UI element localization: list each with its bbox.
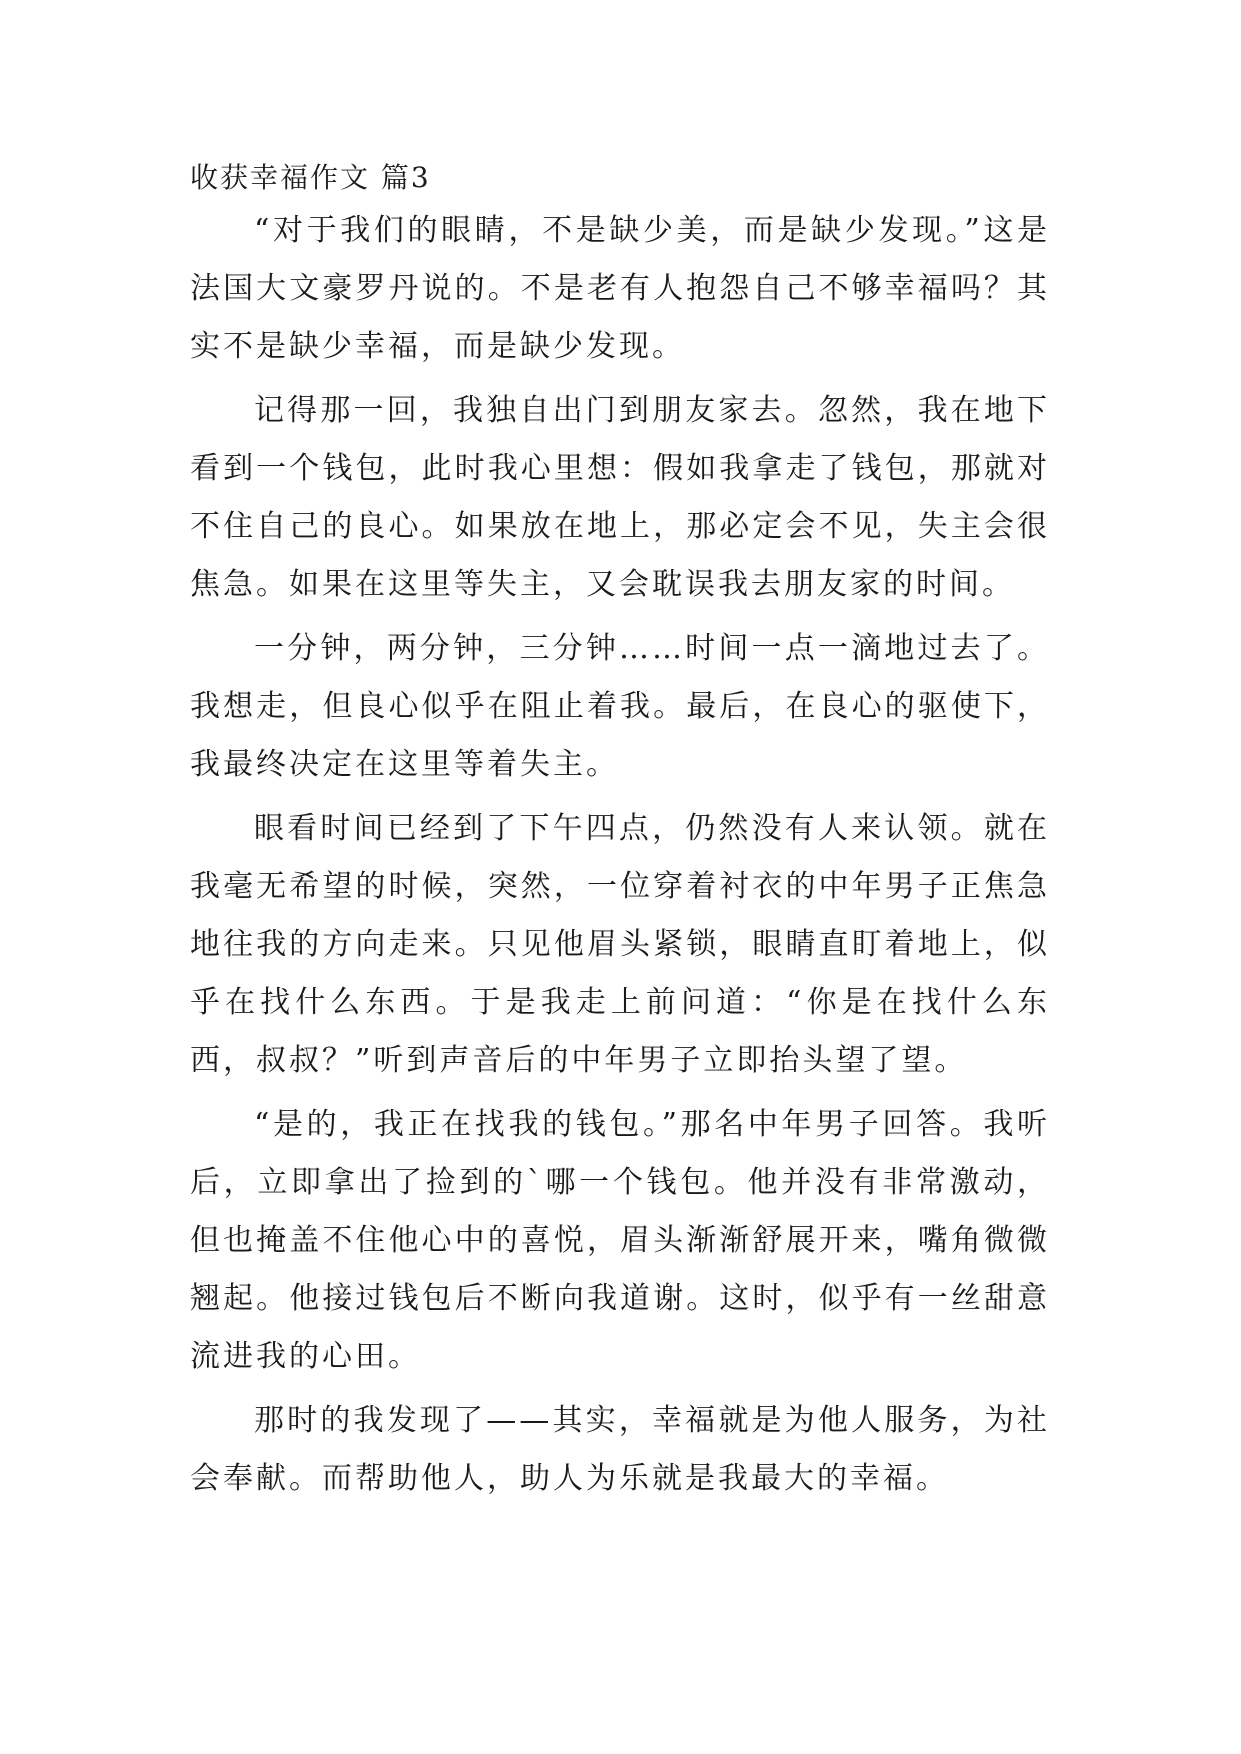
paragraph-2: 记得那一回，我独自出门到朋友家去。忽然，我在地下看到一个钱包，此时我心里想：假如我拿走了钱包，那就对不住自己的良心。如果放在地上，那必定会不见，失主会很焦急。如果在这里等失主，又会耽误我去朋友家的时间。 [190, 393, 1050, 602]
paragraph-4: 眼看时间已经到了下午四点，仍然没有人来认领。就在我毫无希望的时候，突然，一位穿着衬衣的中年男子正焦急地往我的方向走来。只见他眉头紧锁，眼睛直盯着地上，似乎在找什么东西。于是我走上前问道：“你是在找什么东西，叔叔？”听到声音后的中年男子立即抬头望了望。 [190, 811, 1050, 1078]
paragraph-3: 一分钟，两分钟，三分钟……时间一点一滴地过去了。我想走，但良心似乎在阻止着我。最后，在良心的驱使下，我最终决定在这里等着失主。 [190, 631, 1050, 782]
document-title: 收获幸福作文 篇3 [190, 161, 431, 194]
document-page [190, 160, 1050, 1514]
paragraph-6: 那时的我发现了——其实，幸福就是为他人服务，为社会奉献。而帮助他人，助人为乐就是我最大的幸福。 [190, 1403, 1050, 1496]
paragraph-5: “是的，我正在找我的钱包。”那名中年男子回答。我听后，立即拿出了捡到的`哪一个钱包。他并没有非常激动，但也掩盖不住他心中的喜悦，眉头渐渐舒展开来，嘴角微微翘起。他接过钱包后不断向我道谢。这时，似乎有一丝甜意流进我的心田。 [190, 1107, 1050, 1374]
paragraph-1: “对于我们的眼睛，不是缺少美，而是缺少发现。”这是法国大文豪罗丹说的。不是老有人抱怨自己不够幸福吗？其实不是缺少幸福，而是缺少发现。 [190, 213, 1050, 364]
